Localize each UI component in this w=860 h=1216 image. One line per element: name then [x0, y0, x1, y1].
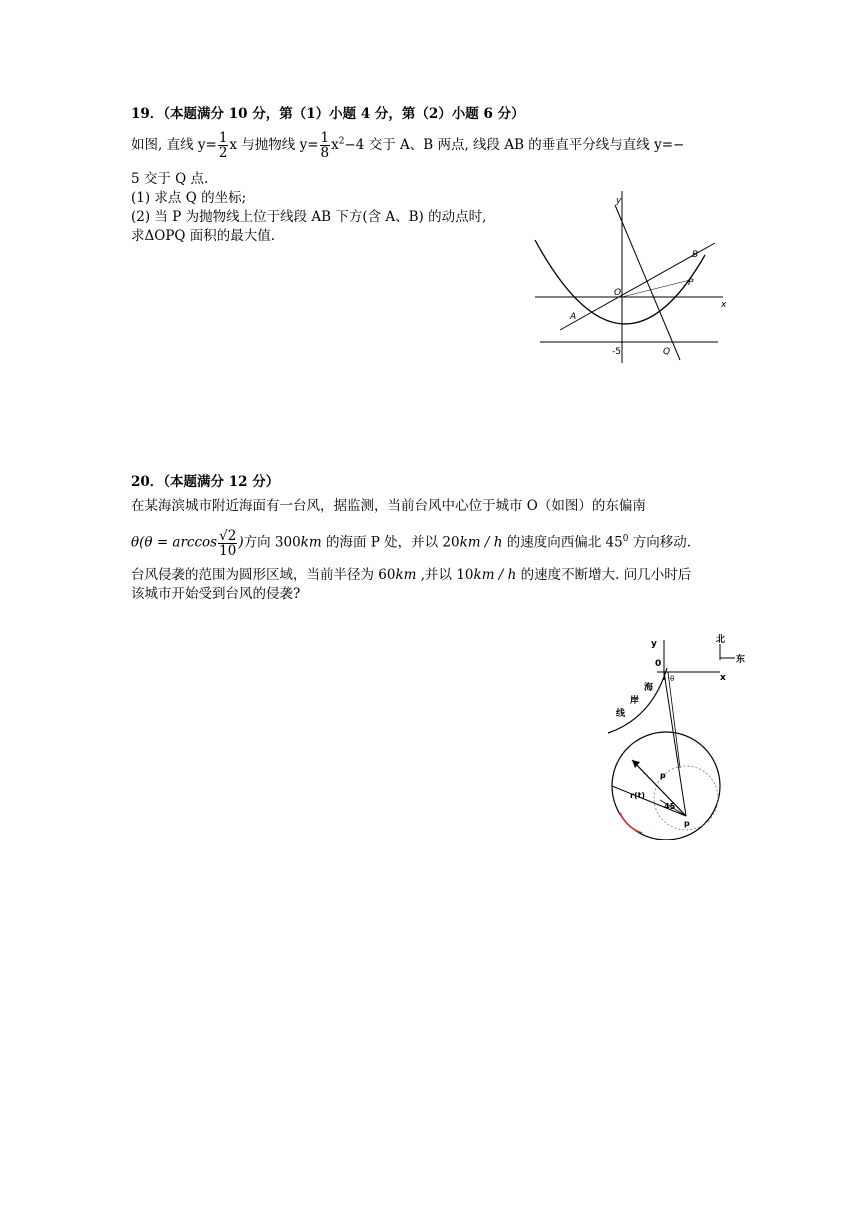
q20-line-aux: [668, 672, 680, 768]
q20-angle: 45: [605, 534, 623, 551]
q19-part1: (1) 求点 Q 的坐标;: [131, 190, 247, 206]
q19-fraction-eighth: [320, 131, 331, 160]
q20-line3-b: ,并以: [416, 567, 457, 583]
q20-theta-a: θ(θ = arccos: [131, 534, 218, 551]
q20-distance: 300: [274, 534, 301, 551]
q20-label-theta: θ: [670, 675, 675, 683]
q20-km-radius: km: [395, 567, 417, 583]
q20-kmh: km / h: [459, 534, 503, 551]
frac-numerator: 1: [218, 130, 228, 146]
q20-line2-c: 的速度向西偏北: [502, 534, 606, 551]
q20-line2-d: 方向移动.: [628, 534, 692, 551]
q20-speed: 20: [442, 534, 460, 551]
q19-figure: [530, 185, 730, 365]
q20-line2-b: 的海面 P 处，并以: [321, 534, 443, 551]
q19-intro: [131, 131, 684, 160]
q20-label-y: y: [651, 639, 657, 649]
q19-label-x: x: [721, 300, 727, 310]
q20-growth: 10: [456, 567, 474, 583]
q19-intro-line2: 5 交于 Q 点.: [131, 171, 209, 187]
q19-segment-op: [622, 280, 690, 297]
q20-label-x: x: [720, 673, 726, 683]
q20-km: km: [300, 534, 322, 551]
q20-line2: [131, 524, 691, 558]
q20-coast-char2: 岸: [630, 696, 640, 706]
q20-kmh-growth: km / h: [473, 567, 517, 583]
q19-intro-c: x: [331, 137, 339, 153]
q19-intro-d: −4 交于 A、B 两点, 线段 AB 的垂直平分线与直线 y=−: [344, 137, 685, 153]
frac-denominator: 10: [219, 542, 237, 559]
q20-theta-b: ): [238, 534, 244, 551]
q19-fraction-half: [218, 131, 229, 160]
q20-degree-sup: 0: [622, 534, 629, 544]
q20-figure: [602, 628, 762, 840]
q19-part2b: 求ΔOPQ 面积的最大值.: [131, 228, 276, 244]
q19-label-a: A: [570, 312, 577, 322]
q20-radius: 60: [378, 567, 396, 583]
q20-title: 20．（本题满分 12 分）: [131, 474, 280, 490]
q19-title: 19．（本题满分 10 分，第（1）小题 4 分，第（2）小题 6 分）: [131, 106, 525, 122]
frac-denominator: 8: [320, 145, 330, 161]
q19-label-q: Q: [663, 347, 671, 357]
q20-label-o: 0: [655, 659, 662, 669]
q20-east-label: 东: [736, 655, 746, 665]
q19-label-o: O: [614, 288, 622, 298]
q19-intro-a: 如图, 直线 y=: [131, 137, 217, 153]
q20-red-arc: [620, 813, 642, 833]
q19-bisector: [615, 205, 680, 360]
frac-denominator: 2: [218, 145, 228, 161]
q19-intro-b: x 与抛物线 y=: [229, 137, 319, 153]
q20-line3-a: 台风侵袭的范围为圆形区域，当前半径为: [131, 567, 379, 583]
frac-numerator: √2: [219, 527, 237, 544]
q20-line3: [131, 566, 691, 584]
q19-parabola: [535, 240, 705, 324]
q20-north-label: 北: [716, 635, 726, 645]
q20-label-p-top: p: [660, 771, 666, 780]
q20-direction-line: [632, 760, 686, 816]
q20-line2-a: 方向: [243, 534, 275, 551]
q20-line4: 该城市开始受到台风的侵袭?: [131, 586, 301, 602]
q20-label-p-bottom: p: [684, 819, 690, 828]
q20-coast-char1: 海: [644, 683, 654, 693]
q20-line-op: [664, 672, 686, 816]
q19-label-y: y: [616, 196, 622, 206]
q20-line3-c: 的速度不断增大. 问几小时后: [516, 567, 692, 583]
q19-label-p: P: [688, 278, 694, 288]
q20-coast-char3: 线: [616, 709, 626, 719]
frac-numerator: 1: [320, 130, 330, 146]
q19-part2: (2) 当 P 为抛物线上位于线段 AB 下方(含 A、B) 的动点时,: [131, 209, 487, 225]
q20-sqrt-fraction: [218, 529, 237, 558]
q19-label-neg5: -5: [612, 347, 621, 357]
q20-line1: 在某海滨城市附近海面有一台风，据监测，当前台风中心位于城市 O（如图）的东偏南: [131, 498, 646, 514]
q20-label-rt: r(t): [630, 791, 646, 800]
q20-label-45: 45: [664, 802, 676, 811]
q19-exponent: 2: [338, 136, 345, 147]
q19-label-b: B: [692, 250, 699, 260]
q20-radius-line: [612, 786, 686, 816]
